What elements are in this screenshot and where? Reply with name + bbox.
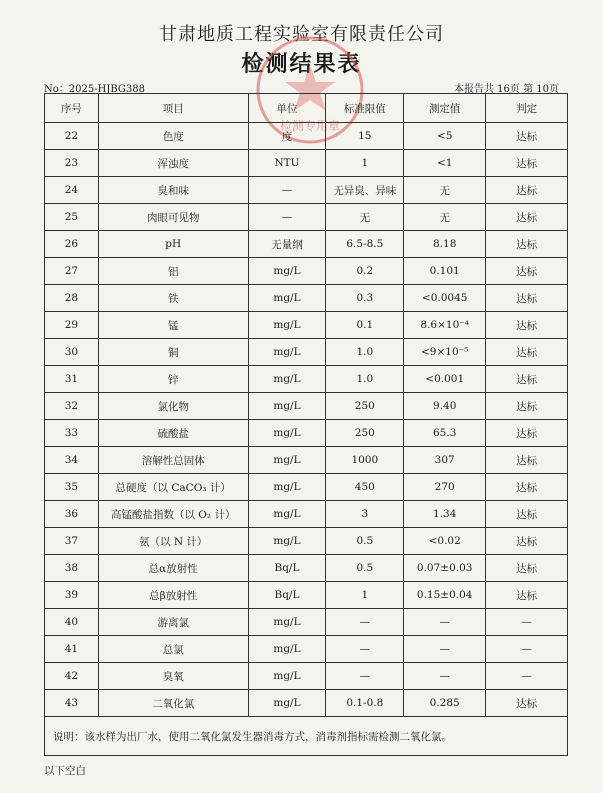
cell-judgement: 达标 xyxy=(486,312,568,339)
header-unit: 单位 xyxy=(248,94,326,123)
cell-unit: 度 xyxy=(248,123,326,150)
cell-judgement: 达标 xyxy=(486,447,568,474)
note-text: 说明：该水样为出厂水，使用二氧化氯发生器消毒方式，消毒剂指标需检测二氧化氯。 xyxy=(45,717,568,756)
cell-item: 浑浊度 xyxy=(98,150,248,177)
cell-judgement: 达标 xyxy=(486,258,568,285)
cell-unit: mg/L xyxy=(248,447,326,474)
cell-judgement: 达标 xyxy=(486,555,568,582)
cell-measured: <9×10⁻⁵ xyxy=(404,339,486,366)
cell-measured: <0.0045 xyxy=(404,285,486,312)
cell-unit: mg/L xyxy=(248,663,326,690)
cell-measured: <0.001 xyxy=(404,366,486,393)
cell-limit: 6.5-8.5 xyxy=(326,231,404,258)
cell-item: 游离氯 xyxy=(98,609,248,636)
cell-item: 色度 xyxy=(98,123,248,150)
cell-seq: 23 xyxy=(45,150,99,177)
cell-seq: 42 xyxy=(45,663,99,690)
cell-unit: mg/L xyxy=(248,474,326,501)
cell-seq: 24 xyxy=(45,177,99,204)
cell-unit: mg/L xyxy=(248,690,326,717)
cell-measured: 0.07±0.03 xyxy=(404,555,486,582)
header-limit: 标准限值 xyxy=(326,94,404,123)
cell-judgement: 达标 xyxy=(486,474,568,501)
cell-item: 铁 xyxy=(98,285,248,312)
table-row xyxy=(45,420,568,447)
cell-item: 硫酸盐 xyxy=(98,420,248,447)
cell-limit: 无 xyxy=(326,204,404,231)
cell-limit: 0.2 xyxy=(326,258,404,285)
header-seq: 序号 xyxy=(45,94,99,123)
cell-item: 溶解性总固体 xyxy=(98,447,248,474)
cell-item: 总硬度（以 CaCO₃ 计） xyxy=(98,474,248,501)
header-item: 项目 xyxy=(98,94,248,123)
cell-unit: mg/L xyxy=(248,258,326,285)
header-judgement: 判定 xyxy=(486,94,568,123)
cell-limit: — xyxy=(326,636,404,663)
cell-limit: 1.0 xyxy=(326,339,404,366)
cell-seq: 43 xyxy=(45,690,99,717)
note-row xyxy=(45,717,568,756)
cell-seq: 36 xyxy=(45,501,99,528)
cell-seq: 29 xyxy=(45,312,99,339)
cell-unit: mg/L xyxy=(248,312,326,339)
cell-limit: 0.5 xyxy=(326,555,404,582)
cell-unit: mg/L xyxy=(248,285,326,312)
table-row xyxy=(45,339,568,366)
cell-item: 铜 xyxy=(98,339,248,366)
cell-unit: mg/L xyxy=(248,366,326,393)
cell-measured: 270 xyxy=(404,474,486,501)
cell-unit: 无量纲 xyxy=(248,231,326,258)
cell-item: 臭和味 xyxy=(98,177,248,204)
cell-item: 锌 xyxy=(98,366,248,393)
cell-unit: — xyxy=(248,177,326,204)
table-row xyxy=(45,636,568,663)
cell-judgement: — xyxy=(486,609,568,636)
cell-seq: 33 xyxy=(45,420,99,447)
cell-unit: Bq/L xyxy=(248,555,326,582)
cell-measured: 307 xyxy=(404,447,486,474)
table-row xyxy=(45,393,568,420)
cell-unit: mg/L xyxy=(248,501,326,528)
table-header-row xyxy=(45,94,568,123)
cell-unit: mg/L xyxy=(248,339,326,366)
cell-limit: 450 xyxy=(326,474,404,501)
cell-item: 锰 xyxy=(98,312,248,339)
cell-measured: <0.02 xyxy=(404,528,486,555)
cell-seq: 34 xyxy=(45,447,99,474)
table-row xyxy=(45,474,568,501)
cell-judgement: 达标 xyxy=(486,123,568,150)
cell-measured: <1 xyxy=(404,150,486,177)
table-row xyxy=(45,312,568,339)
cell-judgement: — xyxy=(486,636,568,663)
cell-judgement: 达标 xyxy=(486,366,568,393)
cell-judgement: 达标 xyxy=(486,285,568,312)
cell-measured: 0.101 xyxy=(404,258,486,285)
cell-judgement: 达标 xyxy=(486,231,568,258)
table-row xyxy=(45,258,568,285)
cell-seq: 35 xyxy=(45,474,99,501)
table-row xyxy=(45,177,568,204)
cell-limit: 15 xyxy=(326,123,404,150)
table-row xyxy=(45,366,568,393)
cell-item: 氯化物 xyxy=(98,393,248,420)
cell-judgement: 达标 xyxy=(486,420,568,447)
cell-measured: — xyxy=(404,636,486,663)
cell-seq: 38 xyxy=(45,555,99,582)
cell-judgement: 达标 xyxy=(486,204,568,231)
cell-measured: 65.3 xyxy=(404,420,486,447)
cell-measured: 1.34 xyxy=(404,501,486,528)
cell-judgement: — xyxy=(486,663,568,690)
cell-seq: 41 xyxy=(45,636,99,663)
results-table xyxy=(44,93,568,756)
cell-unit: — xyxy=(248,204,326,231)
cell-item: 臭氧 xyxy=(98,663,248,690)
cell-seq: 40 xyxy=(45,609,99,636)
cell-limit: 0.3 xyxy=(326,285,404,312)
cell-limit: 250 xyxy=(326,420,404,447)
table-row xyxy=(45,501,568,528)
cell-limit: 1.0 xyxy=(326,366,404,393)
table-row xyxy=(45,690,568,717)
cell-measured: 0.15±0.04 xyxy=(404,582,486,609)
cell-measured: 8.18 xyxy=(404,231,486,258)
cell-measured: 8.6×10⁻⁴ xyxy=(404,312,486,339)
cell-limit: 1 xyxy=(326,150,404,177)
cell-item: 氨（以 N 计） xyxy=(98,528,248,555)
table-row xyxy=(45,582,568,609)
cell-measured: — xyxy=(404,609,486,636)
cell-unit: mg/L xyxy=(248,609,326,636)
header-measured: 测定值 xyxy=(404,94,486,123)
cell-seq: 32 xyxy=(45,393,99,420)
cell-limit: 0.1 xyxy=(326,312,404,339)
cell-item: 总β放射性 xyxy=(98,582,248,609)
table-row xyxy=(45,150,568,177)
cell-measured: 无 xyxy=(404,204,486,231)
table-row xyxy=(45,609,568,636)
seal-text: 检测专用章 xyxy=(279,119,341,133)
cell-item: pH xyxy=(98,231,248,258)
page-title: 检测结果表 xyxy=(241,51,362,77)
table-row xyxy=(45,231,568,258)
cell-measured: — xyxy=(404,663,486,690)
cell-limit: — xyxy=(326,663,404,690)
table-row xyxy=(45,555,568,582)
cell-judgement: 达标 xyxy=(486,690,568,717)
cell-item: 肉眼可见物 xyxy=(98,204,248,231)
cell-unit: mg/L xyxy=(248,420,326,447)
cell-seq: 22 xyxy=(45,123,99,150)
cell-judgement: 达标 xyxy=(486,177,568,204)
cell-seq: 25 xyxy=(45,204,99,231)
cell-judgement: 达标 xyxy=(486,339,568,366)
table-row xyxy=(45,447,568,474)
cell-seq: 39 xyxy=(45,582,99,609)
cell-judgement: 达标 xyxy=(486,501,568,528)
cell-seq: 31 xyxy=(45,366,99,393)
cell-unit: mg/L xyxy=(248,528,326,555)
cell-seq: 28 xyxy=(45,285,99,312)
cell-seq: 37 xyxy=(45,528,99,555)
cell-measured: 无 xyxy=(404,177,486,204)
cell-limit: 3 xyxy=(326,501,404,528)
cell-item: 铝 xyxy=(98,258,248,285)
cell-measured: 0.285 xyxy=(404,690,486,717)
cell-judgement: 达标 xyxy=(486,393,568,420)
cell-limit: 1000 xyxy=(326,447,404,474)
table-row xyxy=(45,285,568,312)
report-number: No：2025-HJBG388 xyxy=(44,84,145,95)
cell-item: 总氯 xyxy=(98,636,248,663)
cell-item: 高锰酸盐指数（以 O₂ 计） xyxy=(98,501,248,528)
page-info: 本报告共 16页 第 10页 xyxy=(454,84,559,95)
cell-limit: 1 xyxy=(326,582,404,609)
table-row xyxy=(45,204,568,231)
cell-unit: NTU xyxy=(248,150,326,177)
table-row xyxy=(45,123,568,150)
cell-judgement: 达标 xyxy=(486,528,568,555)
cell-seq: 27 xyxy=(45,258,99,285)
table-row xyxy=(45,528,568,555)
cell-limit: 0.5 xyxy=(326,528,404,555)
cell-unit: mg/L xyxy=(248,636,326,663)
cell-item: 二氧化氯 xyxy=(98,690,248,717)
table-row xyxy=(45,663,568,690)
cell-unit: Bq/L xyxy=(248,582,326,609)
cell-limit: 0.1-0.8 xyxy=(326,690,404,717)
cell-unit: mg/L xyxy=(248,393,326,420)
cell-measured: <5 xyxy=(404,123,486,150)
cell-seq: 30 xyxy=(45,339,99,366)
cell-limit: 无异臭、异味 xyxy=(326,177,404,204)
cell-limit: 250 xyxy=(326,393,404,420)
cell-measured: 9.40 xyxy=(404,393,486,420)
company-name: 甘肃地质工程实验室有限责任公司 xyxy=(159,24,444,45)
cell-item: 总α放射性 xyxy=(98,555,248,582)
cell-limit: — xyxy=(326,609,404,636)
cell-judgement: 达标 xyxy=(486,150,568,177)
cell-judgement: 达标 xyxy=(486,582,568,609)
cell-seq: 26 xyxy=(45,231,99,258)
footer-text: 以下空白 xyxy=(44,765,86,777)
